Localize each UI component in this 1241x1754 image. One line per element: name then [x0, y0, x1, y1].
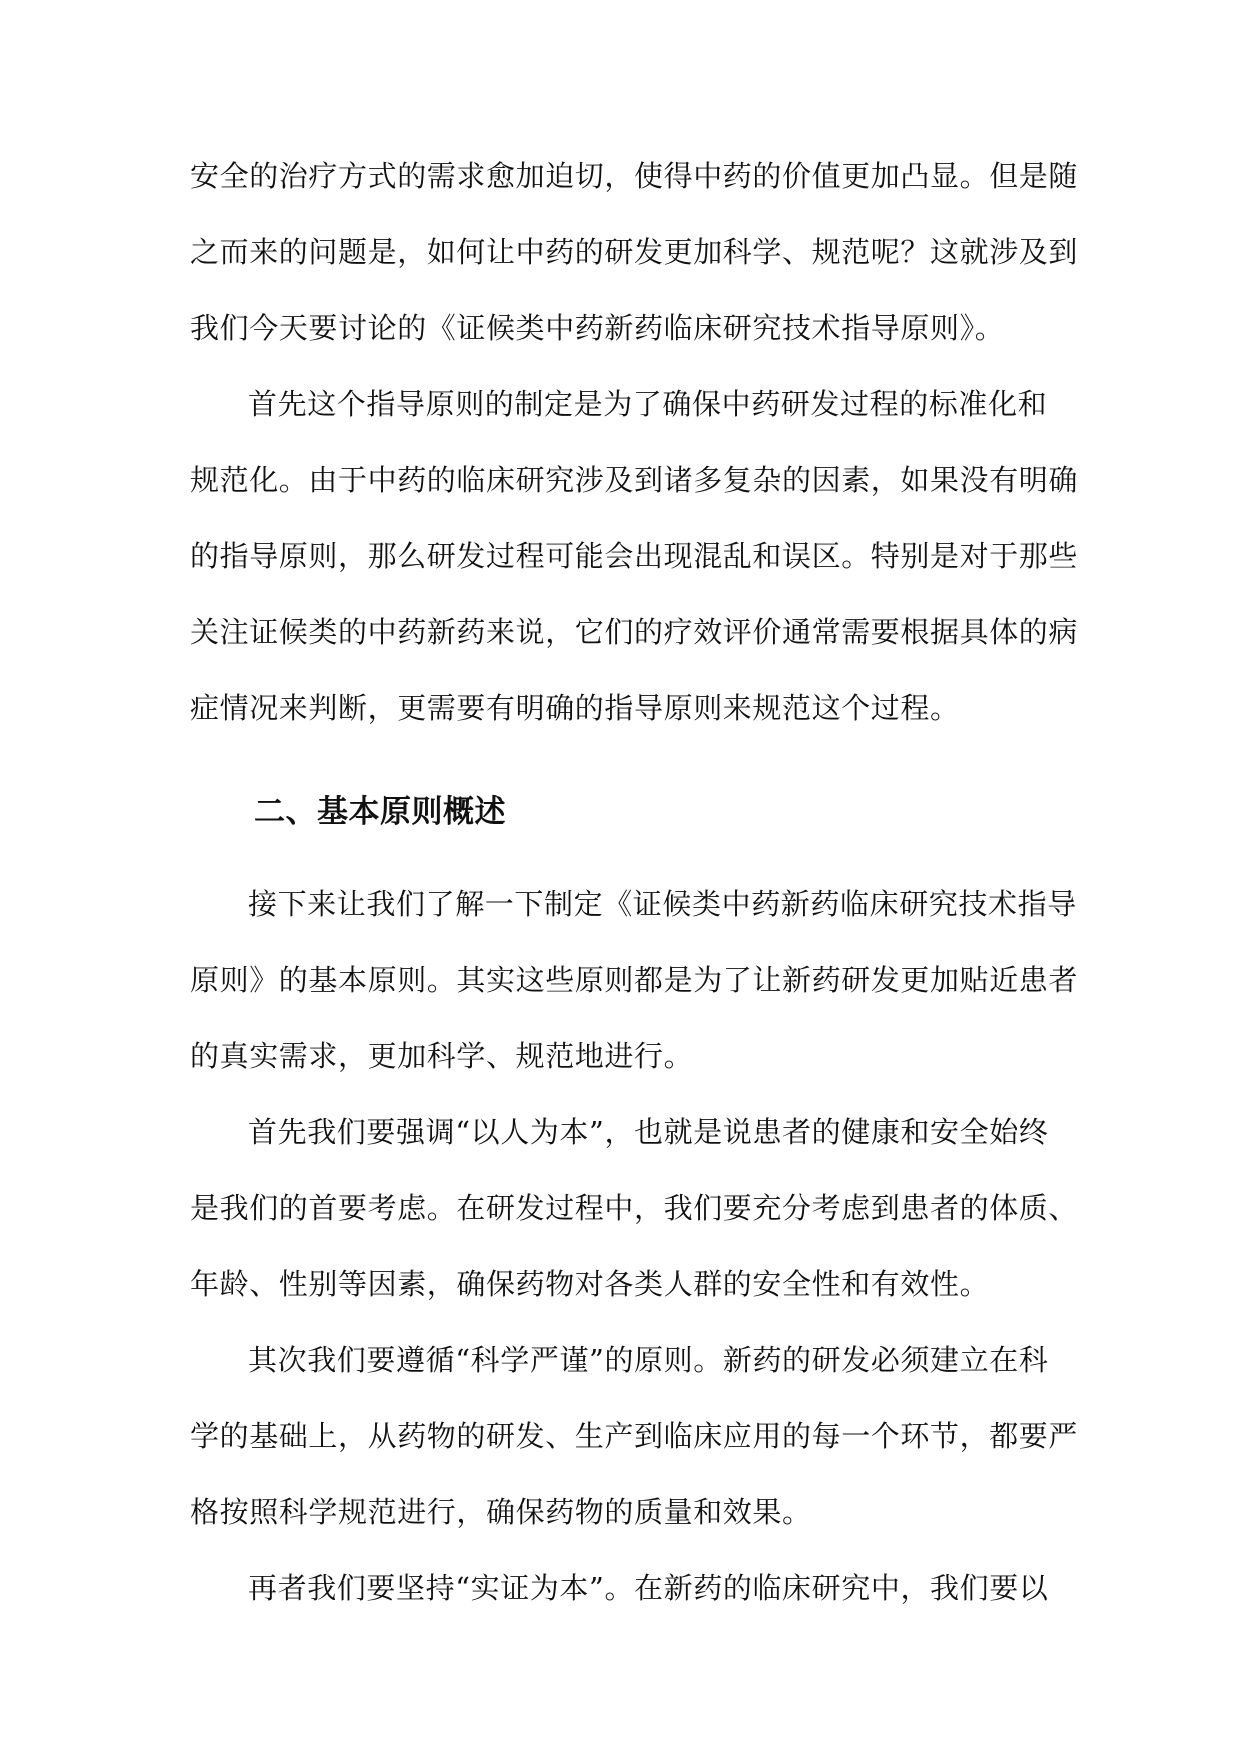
paragraph-line: 是我们的首要考虑。在研发过程中，我们要充分考虑到患者的体质、 [190, 1191, 1079, 1225]
paragraph-line: 再者我们要坚持“实证为本”。在新药的临床研究中，我们要以 [248, 1571, 1049, 1605]
paragraph-5 [190, 1322, 1079, 1550]
paragraph-4 [190, 1094, 1079, 1322]
document-body [190, 138, 1079, 1626]
paragraph-line: 学的基础上，从药物的研发、生产到临床应用的每一个环节，都要严 [190, 1419, 1079, 1453]
paragraph-2 [190, 366, 1079, 746]
paragraph-line: 其次我们要遵循“科学严谨”的原则。新药的研发必须建立在科 [248, 1343, 1049, 1377]
paragraph-line: 我们今天要讨论的《证候类中药新药临床研究技术指导原则》。 [190, 311, 1005, 345]
paragraph-line: 安全的治疗方式的需求愈加迫切，使得中药的价值更加凸显。但是随 [190, 159, 1079, 193]
paragraph-1 [190, 138, 1079, 366]
paragraph-line: 格按照科学规范进行，确保药物的质量和效果。 [190, 1495, 812, 1529]
section-heading: 二、基本原则概述 [254, 794, 506, 830]
paragraph-line: 的真实需求，更加科学、规范地进行。 [190, 1039, 694, 1073]
paragraph-line: 原则》的基本原则。其实这些原则都是为了让新药研发更加贴近患者 [190, 963, 1079, 997]
paragraph-3 [190, 866, 1079, 1094]
paragraph-6 [190, 1550, 1060, 1626]
paragraph-line: 首先这个指导原则的制定是为了确保中药研发过程的标准化和 [248, 387, 1048, 421]
paragraph-line: 之而来的问题是，如何让中药的研发更加科学、规范呢？这就涉及到 [190, 235, 1079, 269]
paragraph-line: 年龄、性别等因素，确保药物对各类人群的安全性和有效性。 [190, 1267, 990, 1301]
paragraph-line: 症情况来判断，更需要有明确的指导原则来规范这个过程。 [190, 691, 960, 725]
paragraph-line: 首先我们要强调“以人为本”，也就是说患者的健康和安全始终 [248, 1115, 1049, 1149]
paragraph-line: 关注证候类的中药新药来说，它们的疗效评价通常需要根据具体的病 [190, 615, 1079, 649]
paragraph-line: 接下来让我们了解一下制定《证候类中药新药临床研究技术指导 [248, 887, 1077, 921]
paragraph-line: 的指导原则，那么研发过程可能会出现混乱和误区。特别是对于那些 [190, 539, 1079, 573]
paragraph-line: 规范化。由于中药的临床研究涉及到诸多复杂的因素，如果没有明确 [190, 463, 1079, 497]
